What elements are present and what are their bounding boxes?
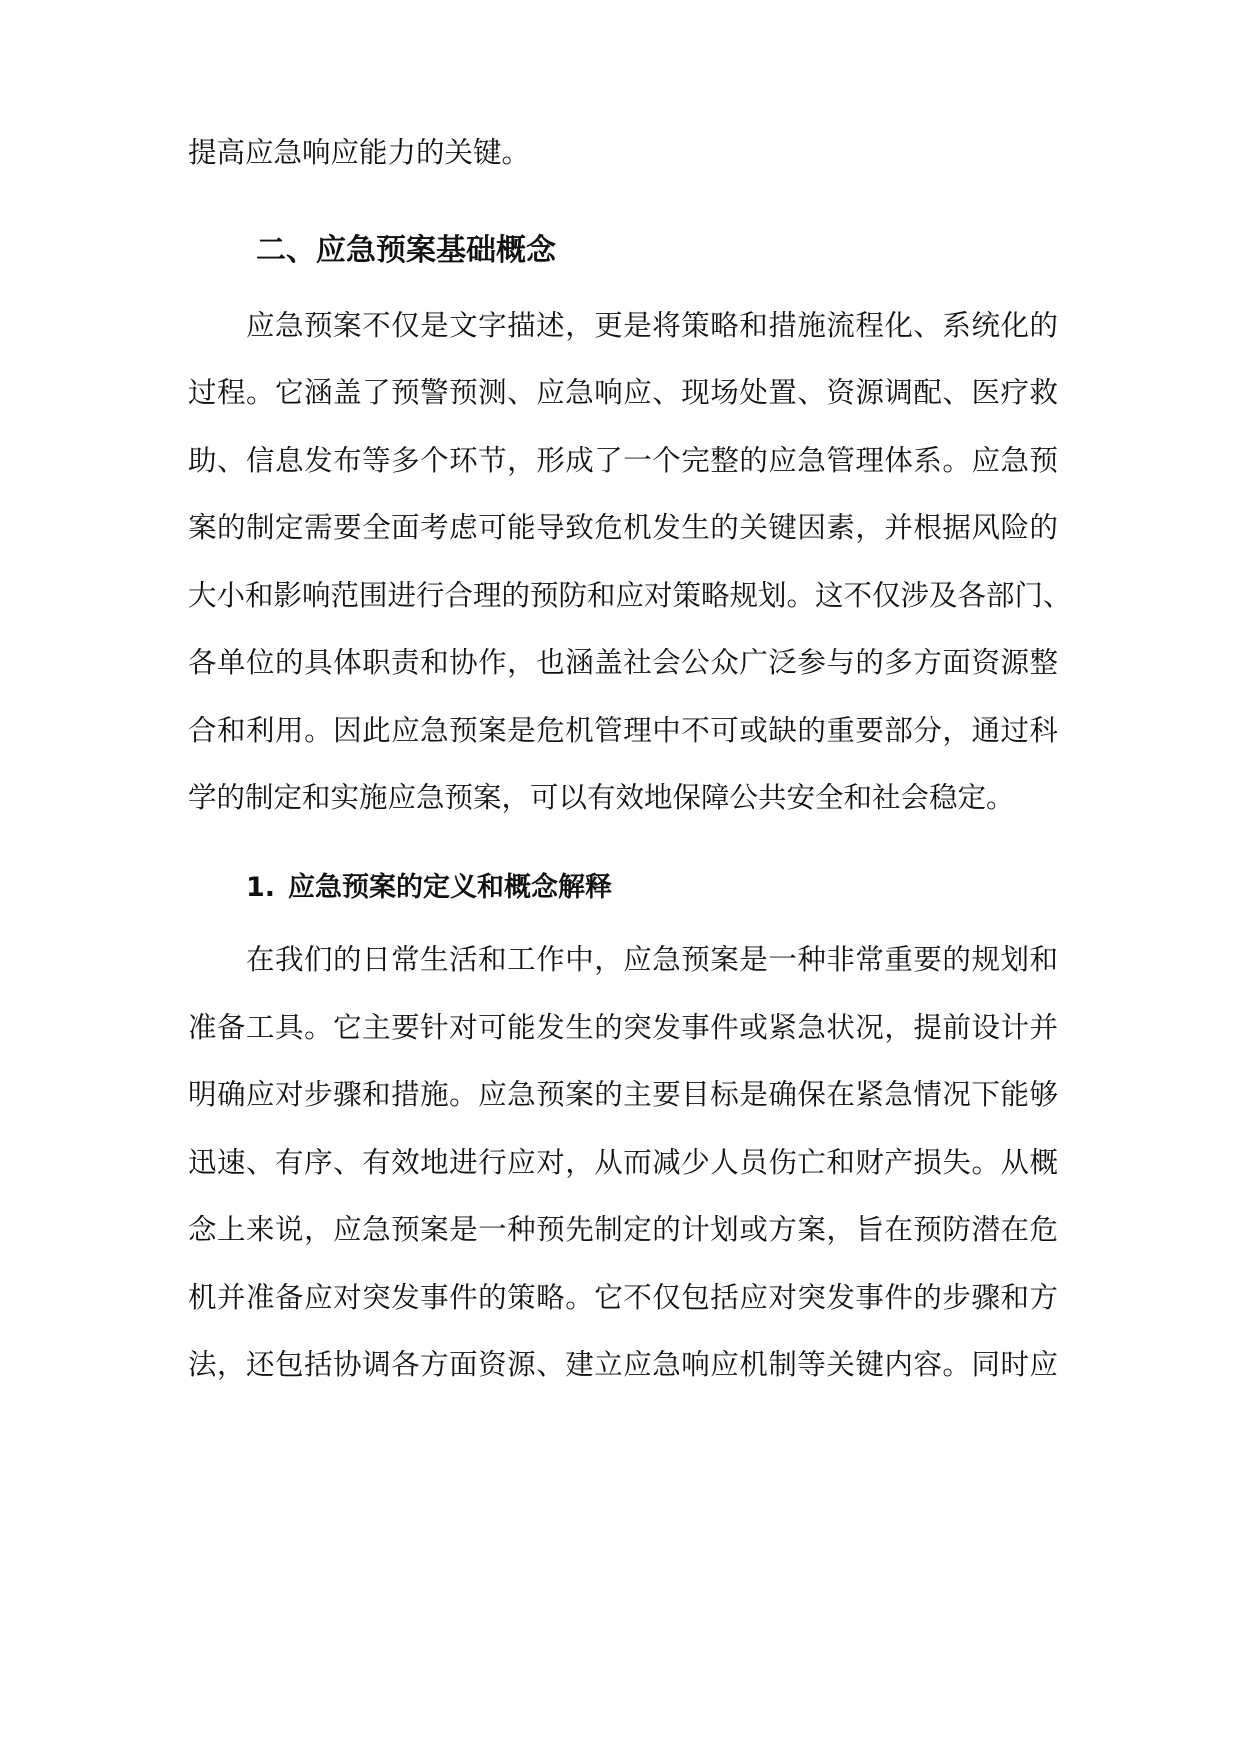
paragraph-line: 学的制定和实施应急预案，可以有效地保障公共安全和社会稳定。: [188, 781, 1015, 814]
paragraph-line: 迅速、有序、有效地进行应对，从而减少人员伤亡和财产损失。从概: [188, 1146, 1058, 1179]
subsection-title: 应急预案的定义和概念解释: [288, 872, 612, 903]
paragraph-line: 念上来说，应急预案是一种预先制定的计划或方案，旨在预防潜在危: [188, 1213, 1058, 1246]
section-heading: 二、应急预案基础概念: [256, 233, 556, 268]
subsection-heading: [246, 868, 612, 908]
paragraph-line: 明确应对步骤和措施。应急预案的主要目标是确保在紧急情况下能够: [188, 1078, 1058, 1111]
paragraph-line: 各单位的具体职责和协作，也涵盖社会公众广泛参与的多方面资源整: [188, 646, 1058, 679]
paragraph-line: 机并准备应对突发事件的策略。它不仅包括应对突发事件的步骤和方: [188, 1281, 1058, 1314]
paragraph-line: 大小和影响范围进行合理的预防和应对策略规划。这不仅涉及各部门、: [188, 579, 1072, 612]
paragraph-line: 法，还包括协调各方面资源、建立应急响应机制等关键内容。同时应: [188, 1348, 1058, 1381]
intro-tail-text: 提高应急响应能力的关键。: [188, 136, 531, 169]
subsection-number: 1.: [246, 872, 276, 903]
paragraph-line: 应急预案不仅是文字描述，更是将策略和措施流程化、系统化的: [246, 309, 1058, 342]
paragraph-line: 在我们的日常生活和工作中，应急预案是一种非常重要的规划和: [246, 943, 1058, 976]
paragraph-line: 案的制定需要全面考虑可能导致危机发生的关键因素，并根据风险的: [188, 511, 1058, 544]
paragraph-line: 助、信息发布等多个环节，形成了一个完整的应急管理体系。应急预: [188, 444, 1058, 477]
paragraph-line: 过程。它涵盖了预警预测、应急响应、现场处置、资源调配、医疗救: [188, 376, 1058, 409]
paragraph-line: 合和利用。因此应急预案是危机管理中不可或缺的重要部分，通过科: [188, 714, 1058, 747]
paragraph-line: 准备工具。它主要针对可能发生的突发事件或紧急状况，提前设计并: [188, 1011, 1058, 1044]
